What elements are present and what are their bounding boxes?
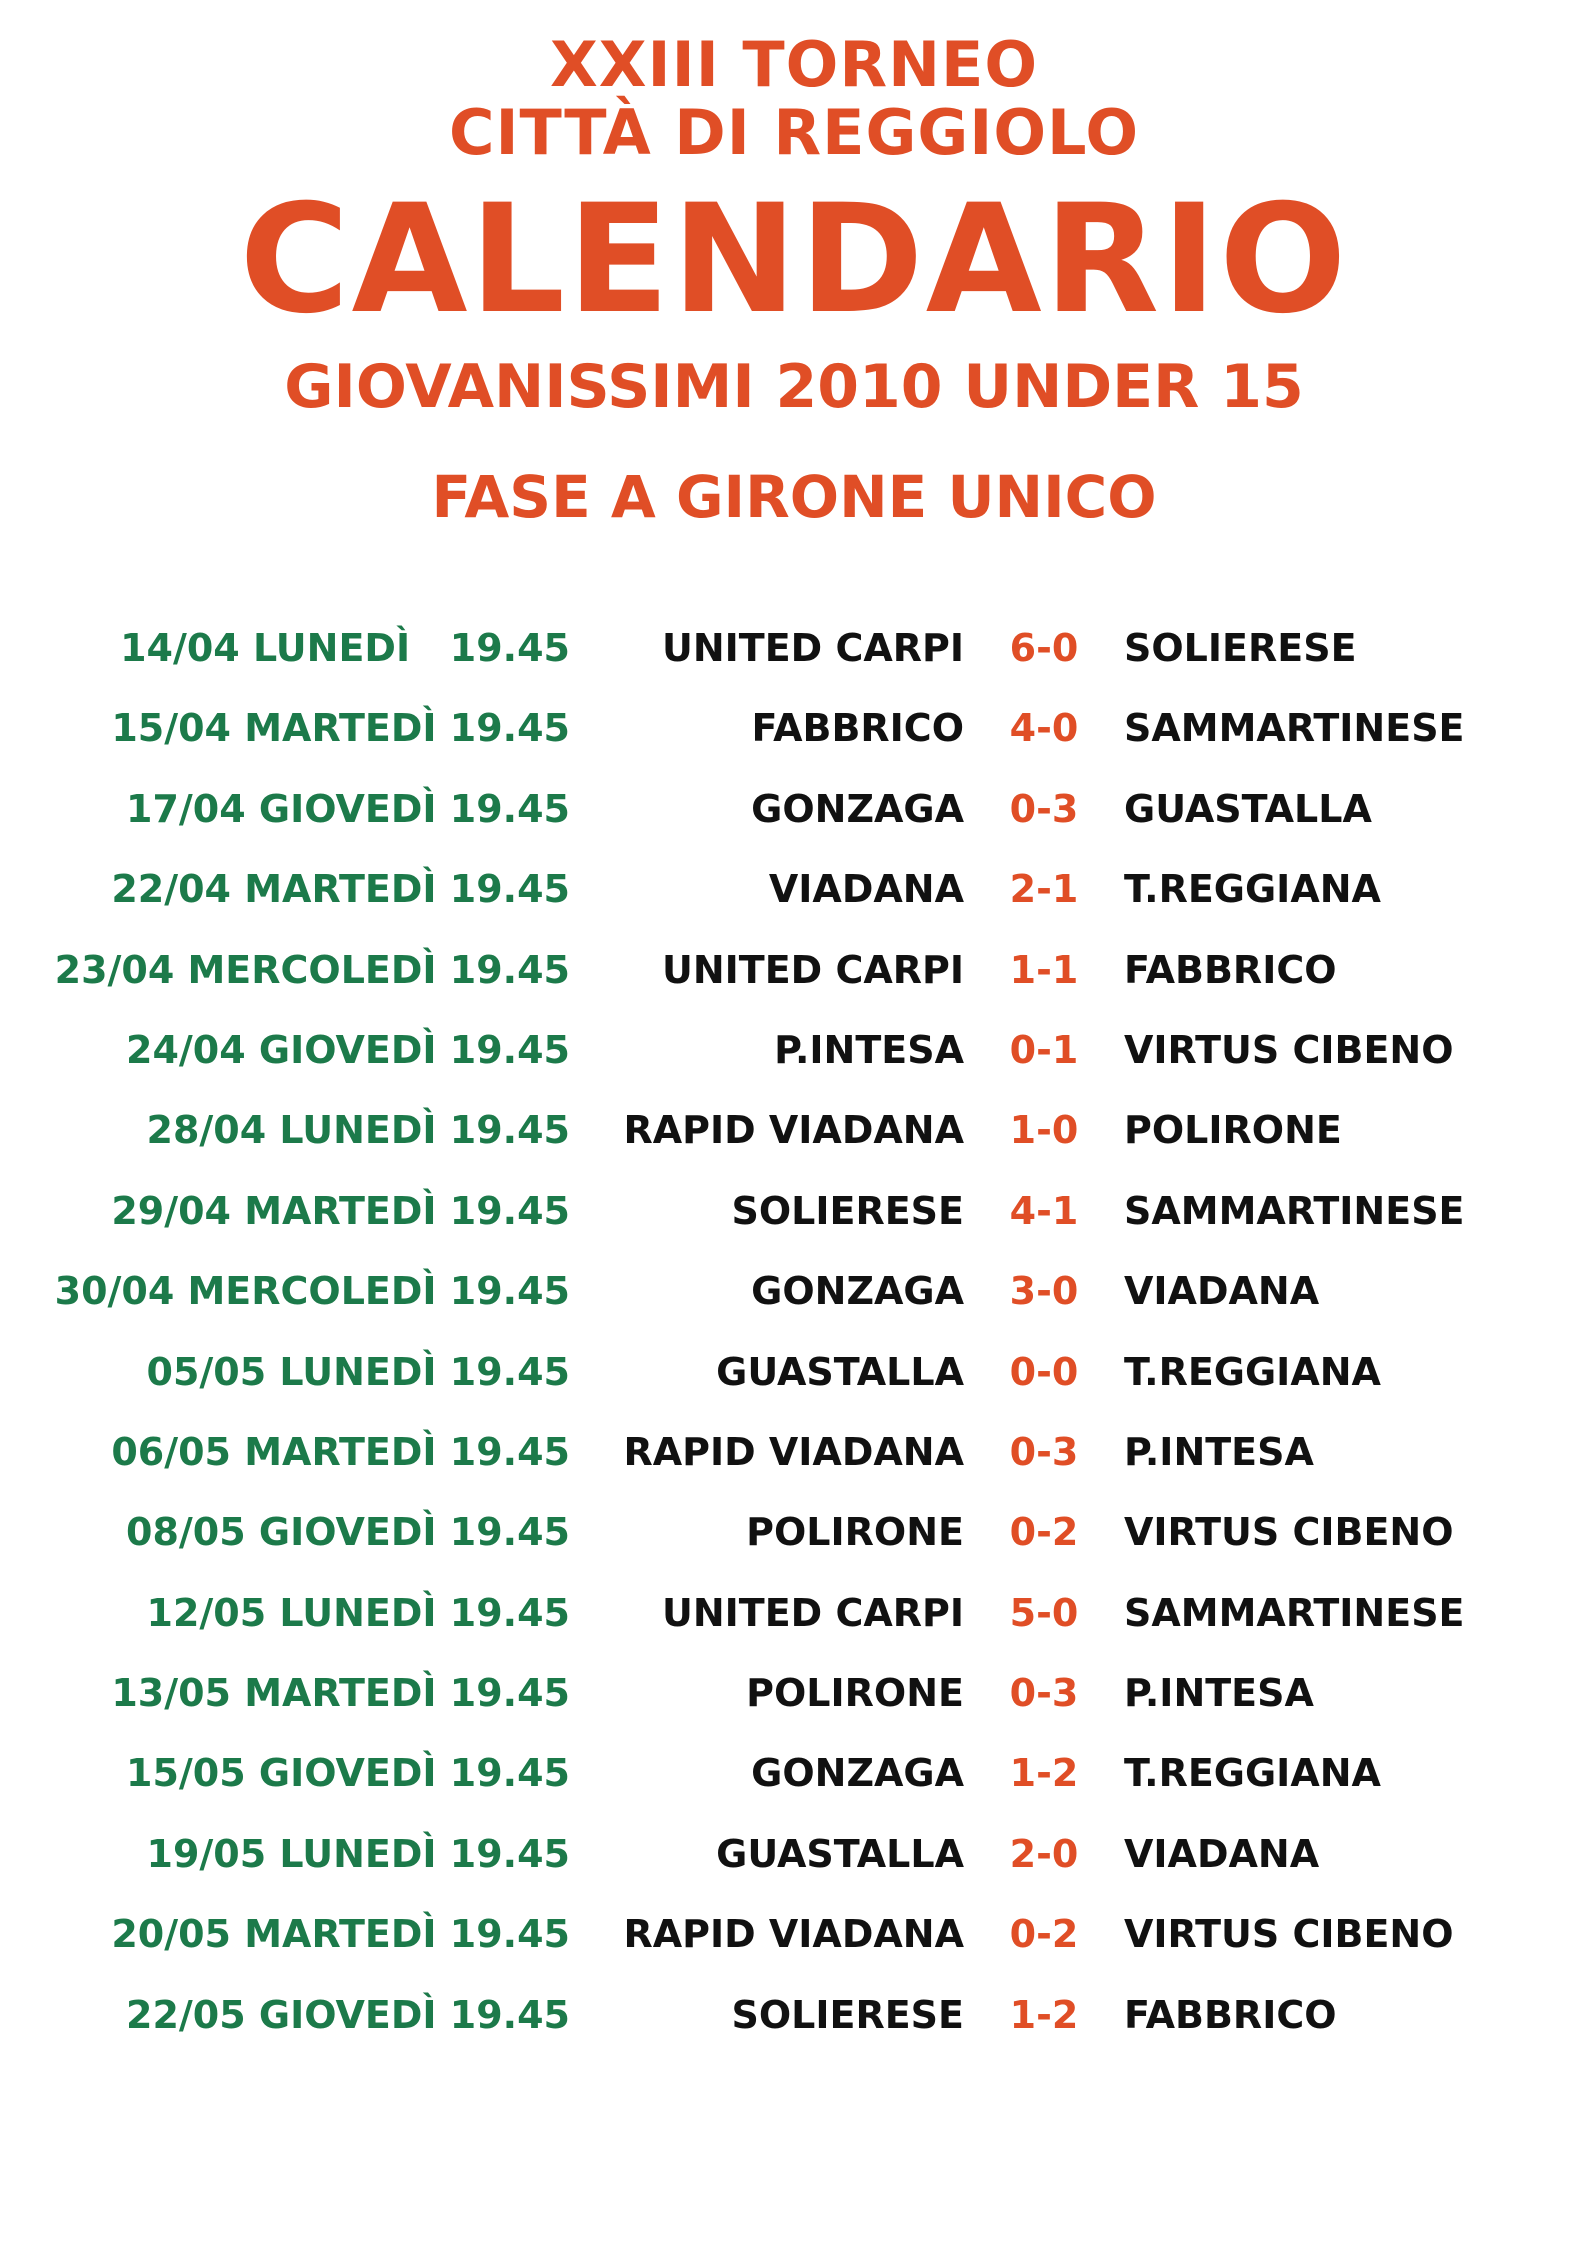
match-date: 05/05 LUNEDÌ 19.45 <box>146 1349 570 1394</box>
match-row <box>0 1100 1588 1180</box>
match-score: 0-0 <box>1009 1349 1079 1394</box>
match-score: 5-0 <box>1009 1590 1079 1635</box>
match-score: 3-0 <box>1009 1269 1079 1314</box>
match-row <box>0 618 1588 698</box>
home-team: RAPID VIADANA <box>623 1108 964 1153</box>
match-date: 22/05 GIOVEDÌ 19.45 <box>126 1992 570 2037</box>
match-date: 15/05 GIOVEDÌ 19.45 <box>126 1751 570 1796</box>
away-team: SAMMARTINESE <box>1124 706 1465 751</box>
away-team: T.REGGIANA <box>1124 1349 1381 1394</box>
match-row <box>0 1743 1588 1823</box>
match-row <box>0 1904 1588 1984</box>
match-row <box>0 859 1588 939</box>
home-team: GUASTALLA <box>716 1831 964 1876</box>
match-score: 1-2 <box>1009 1751 1079 1796</box>
away-team: GUASTALLA <box>1124 786 1372 831</box>
home-team: SOLIERESE <box>731 1992 964 2037</box>
away-team: VIRTUS CIBENO <box>1124 1510 1454 1555</box>
away-team: VIADANA <box>1124 1269 1320 1314</box>
home-team: RAPID VIADANA <box>623 1429 964 1474</box>
match-date: 08/05 GIOVEDÌ 19.45 <box>126 1510 570 1555</box>
match-date: 13/05 MARTEDÌ 19.45 <box>111 1671 570 1716</box>
match-date: 22/04 MARTEDÌ 19.45 <box>111 867 570 912</box>
phase-title: FASE A GIRONE UNICO <box>431 463 1157 531</box>
match-score: 6-0 <box>1009 626 1079 670</box>
tournament-city: CITTÀ DI REGGIOLO <box>448 96 1140 169</box>
match-row <box>0 1985 1588 2065</box>
match-date: 15/04 MARTEDÌ 19.45 <box>111 706 570 751</box>
match-row <box>0 1502 1588 1582</box>
match-row <box>0 1020 1588 1100</box>
tournament-edition: XXIII TORNEO <box>549 28 1039 101</box>
home-team: UNITED CARPI <box>662 1590 964 1635</box>
match-score: 0-3 <box>1009 1429 1079 1474</box>
match-row <box>0 1422 1588 1502</box>
match-list <box>0 618 1588 2065</box>
match-score: 0-3 <box>1009 786 1079 831</box>
match-score: 2-1 <box>1009 867 1079 912</box>
home-team: GONZAGA <box>751 786 964 831</box>
match-date: 24/04 GIOVEDÌ 19.45 <box>126 1027 570 1072</box>
home-team: GONZAGA <box>751 1269 964 1314</box>
match-score: 1-1 <box>1009 947 1079 992</box>
match-score: 4-1 <box>1009 1188 1079 1233</box>
match-row <box>0 698 1588 778</box>
away-team: T.REGGIANA <box>1124 867 1381 912</box>
home-team: POLIRONE <box>746 1510 964 1555</box>
away-team: SAMMARTINESE <box>1124 1590 1465 1635</box>
match-row <box>0 1583 1588 1663</box>
match-date: 29/04 MARTEDÌ 19.45 <box>111 1188 570 1233</box>
page-title: CALENDARIO <box>239 173 1349 347</box>
away-team: VIADANA <box>1124 1831 1320 1876</box>
match-score: 1-0 <box>1009 1108 1079 1153</box>
match-date: 23/04 MERCOLEDÌ 19.45 <box>54 947 570 992</box>
home-team: POLIRONE <box>746 1671 964 1716</box>
match-score: 0-2 <box>1009 1912 1079 1957</box>
away-team: SAMMARTINESE <box>1124 1188 1465 1233</box>
away-team: P.INTESA <box>1124 1671 1314 1716</box>
match-row <box>0 1663 1588 1743</box>
match-score: 0-3 <box>1009 1671 1079 1716</box>
away-team: VIRTUS CIBENO <box>1124 1912 1454 1957</box>
home-team: RAPID VIADANA <box>623 1912 964 1957</box>
away-team: T.REGGIANA <box>1124 1751 1381 1796</box>
match-row <box>0 1824 1588 1904</box>
away-team: VIRTUS CIBENO <box>1124 1027 1454 1072</box>
home-team: GONZAGA <box>751 1751 964 1796</box>
match-date: 14/04 LUNEDÌ 19.45 <box>120 626 570 670</box>
match-date: 19/05 LUNEDÌ 19.45 <box>146 1831 570 1876</box>
match-date: 28/04 LUNEDÌ 19.45 <box>146 1108 570 1153</box>
home-team: SOLIERESE <box>731 1188 964 1233</box>
match-date: 30/04 MERCOLEDÌ 19.45 <box>54 1269 570 1314</box>
home-team: VIADANA <box>768 867 964 912</box>
match-date: 17/04 GIOVEDÌ 19.45 <box>126 786 570 831</box>
match-row <box>0 779 1588 859</box>
match-row <box>0 1181 1588 1261</box>
match-score: 2-0 <box>1009 1831 1079 1876</box>
match-score: 4-0 <box>1009 706 1079 751</box>
home-team: UNITED CARPI <box>662 947 964 992</box>
match-score: 1-2 <box>1009 1992 1079 2037</box>
category-title: GIOVANISSIMI 2010 UNDER 15 <box>284 352 1304 422</box>
away-team: P.INTESA <box>1124 1429 1314 1474</box>
match-score: 0-2 <box>1009 1510 1079 1555</box>
match-date: 20/05 MARTEDÌ 19.45 <box>111 1912 570 1957</box>
home-team: P.INTESA <box>774 1027 964 1072</box>
match-date: 06/05 MARTEDÌ 19.45 <box>111 1429 570 1474</box>
away-team: SOLIERESE <box>1124 626 1357 670</box>
home-team: GUASTALLA <box>716 1349 964 1394</box>
match-score: 0-1 <box>1009 1027 1079 1072</box>
match-row <box>0 1261 1588 1341</box>
match-row <box>0 1342 1588 1422</box>
home-team: FABBRICO <box>751 706 964 751</box>
away-team: FABBRICO <box>1124 947 1337 992</box>
away-team: FABBRICO <box>1124 1992 1337 2037</box>
match-date: 12/05 LUNEDÌ 19.45 <box>146 1590 570 1635</box>
match-row <box>0 940 1588 1020</box>
home-team: UNITED CARPI <box>662 626 964 670</box>
away-team: POLIRONE <box>1124 1108 1342 1153</box>
